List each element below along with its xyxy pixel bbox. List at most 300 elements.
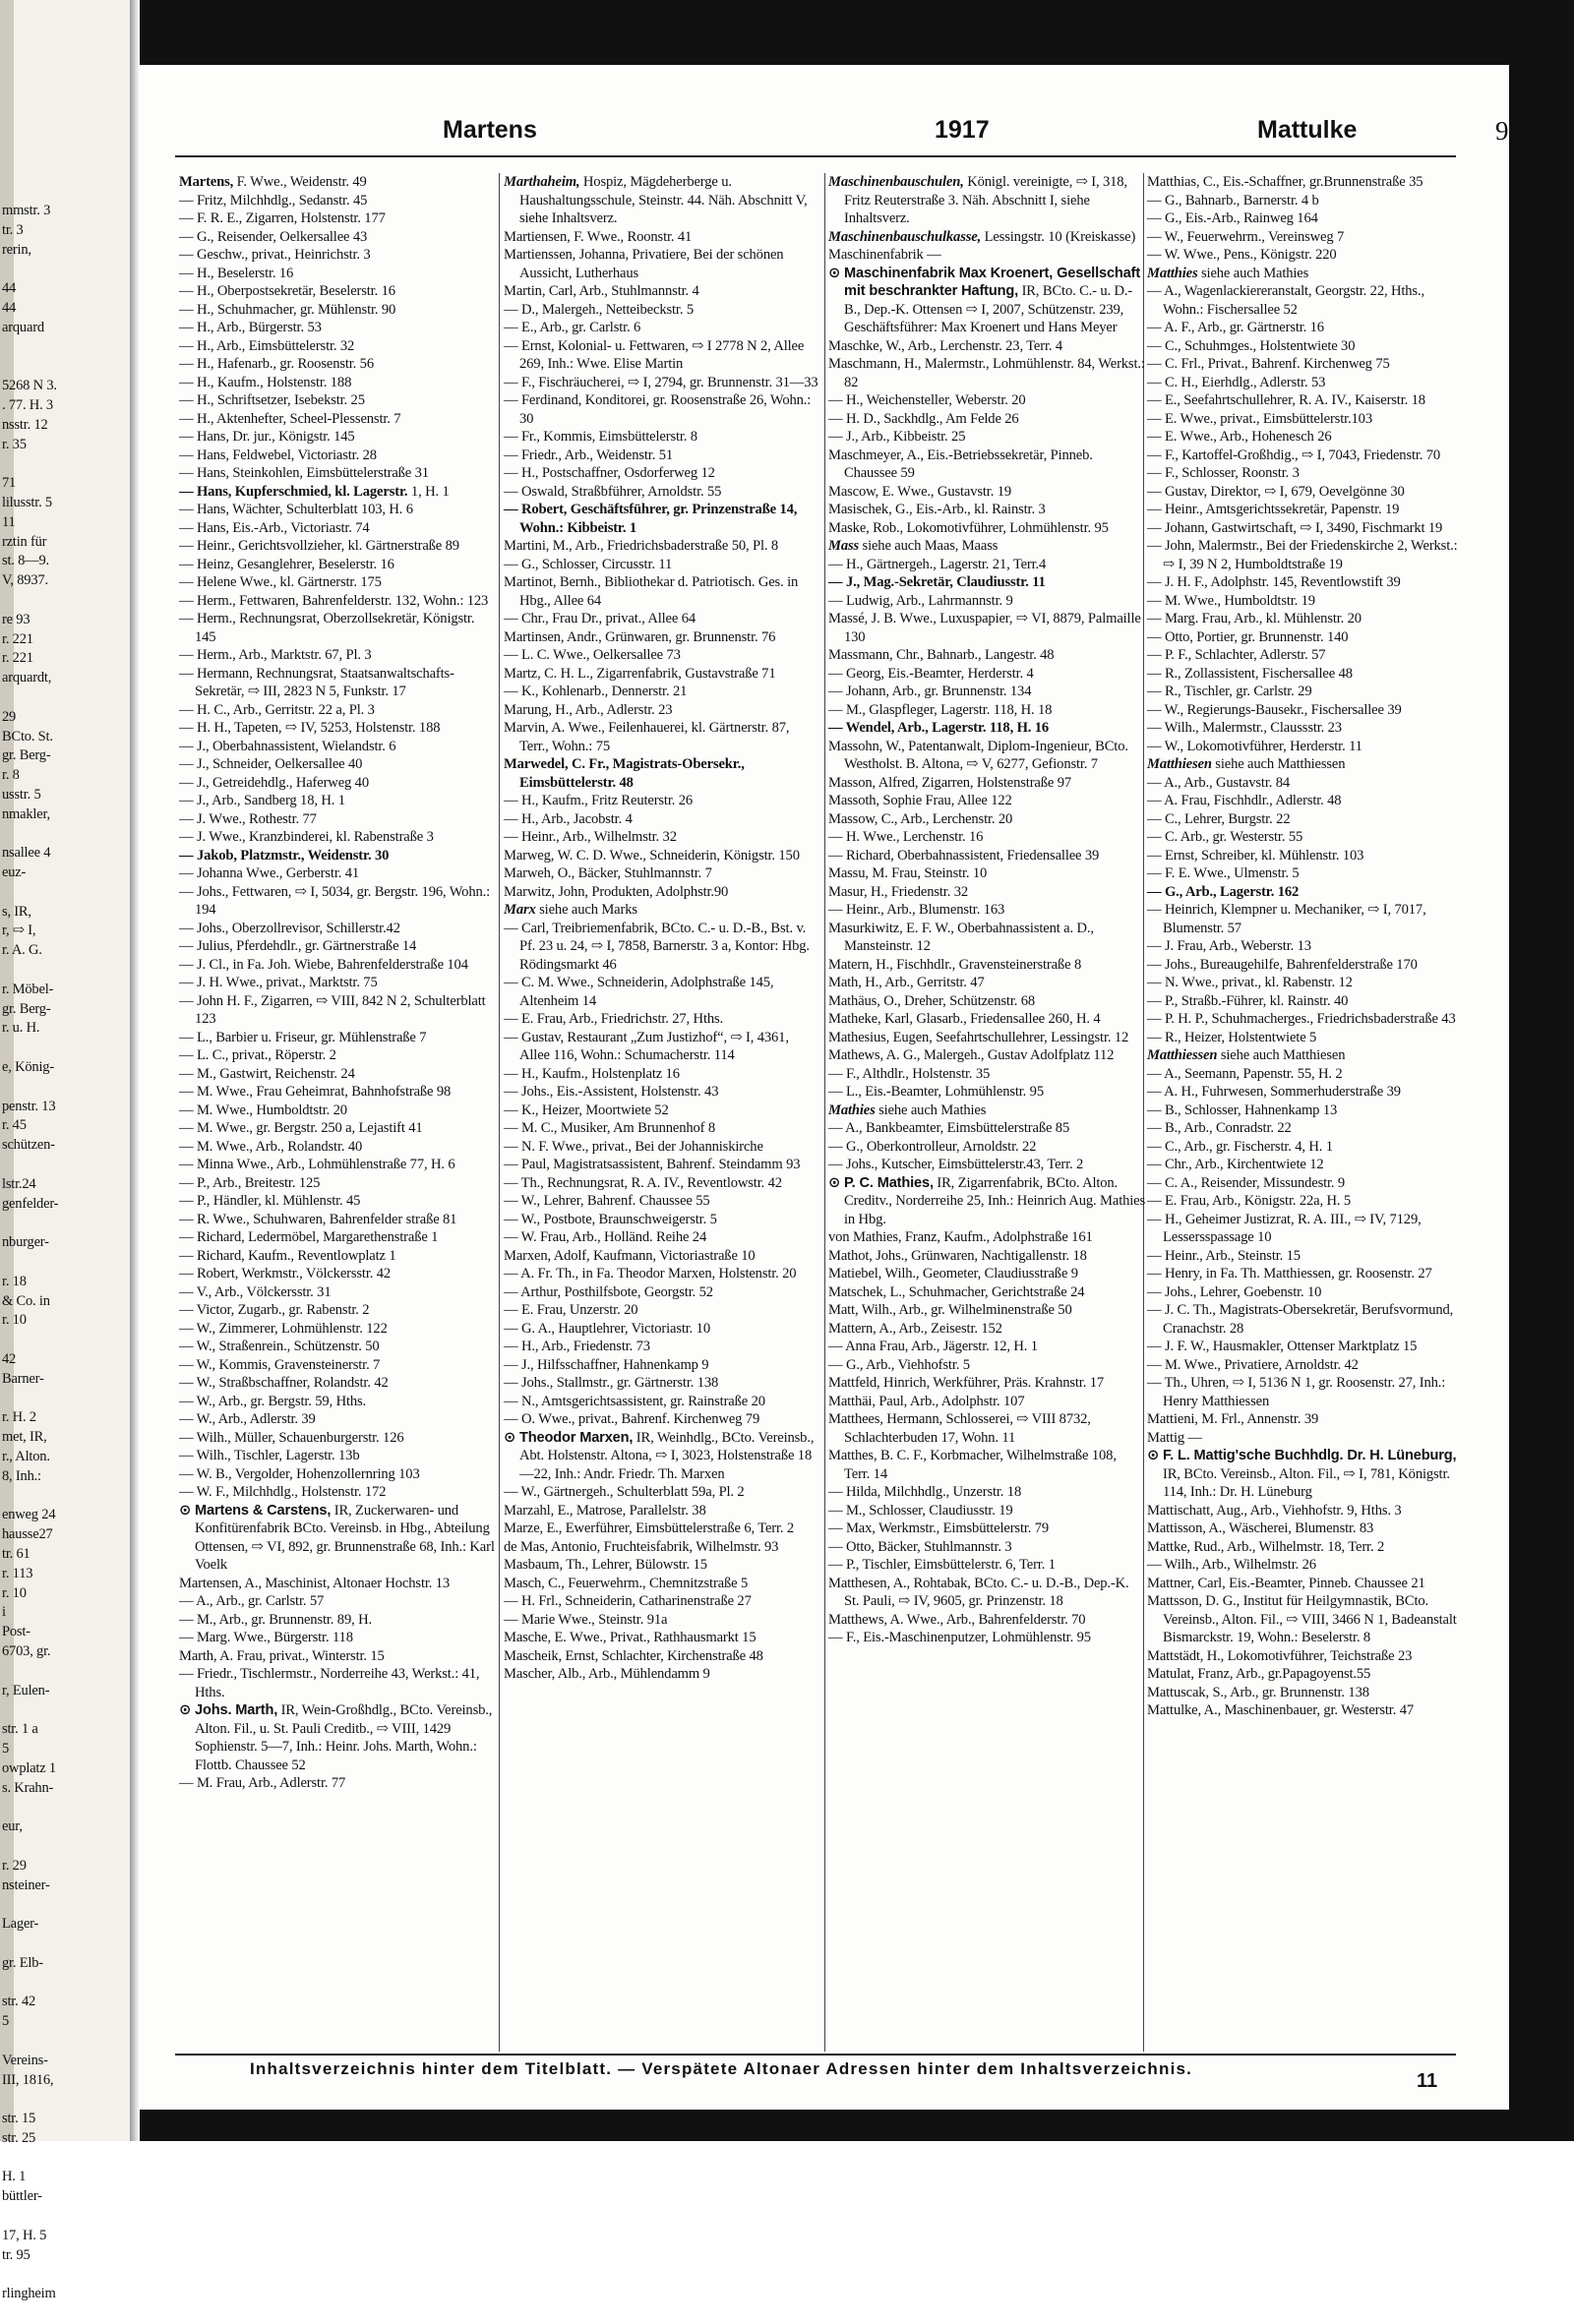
directory-entry: — C. Frl., Privat., Bahrenf. Kirchenweg 75	[1147, 356, 1390, 372]
directory-entry: — M., Schlosser, Claudiusstr. 19	[828, 1502, 1013, 1519]
directory-entry: — J. H. Wwe., privat., Marktstr. 75	[179, 975, 378, 990]
directory-entry: Masche, E. Wwe., Privat., Rathhausmarkt 15	[504, 1630, 757, 1645]
directory-entry: Masbaum, Th., Lehrer, Bülowstr. 15	[504, 1557, 707, 1573]
directory-entry: Massoth, Sophie Frau, Allee 122	[828, 793, 1012, 808]
directory-entry: Massu, M. Frau, Steinstr. 10	[828, 865, 988, 881]
directory-entry: — C. A., Reisender, Missundestr. 9	[1147, 1174, 1346, 1191]
left-fragment-line: H. 1	[2, 2169, 27, 2185]
left-fragment-line: owplatz 1	[2, 1759, 56, 1776]
directory-entry: — H., Oberpostsekretär, Beselerstr. 16	[179, 283, 395, 299]
left-fragment-line: r. 10	[2, 1584, 27, 1601]
header-last-entry: Mattulke	[1257, 116, 1358, 144]
directory-entry: Mathies siehe auch Mathies	[828, 1102, 987, 1118]
directory-entry: — J. Cl., in Fa. Joh. Wiebe, Bahrenfelderstraße 104	[179, 956, 468, 973]
directory-entry: — P. F., Schlachter, Adlerstr. 57	[1147, 647, 1326, 663]
directory-entry: — F. R. E., Zigarren, Holstenstr. 177	[179, 210, 386, 226]
left-fragment-line	[2, 1798, 128, 1817]
left-fragment-line: r. A. G.	[2, 942, 42, 959]
directory-entry: — E., Seefahrtschullehrer, R. A. IV., Kaiserstr. 18	[1147, 392, 1425, 408]
directory-entry: — W. B., Vergolder, Hohenzollernring 103	[179, 1465, 420, 1482]
directory-entry: Matulat, Franz, Arb., gr.Papagoyenst.55	[1147, 1666, 1371, 1682]
directory-entry: — Marg. Frau, Arb., kl. Mühlenstr. 20	[1147, 611, 1362, 626]
left-fragment-line: rerin,	[2, 241, 31, 258]
entry-heading: ⊙ Theodor Marxen,	[504, 1429, 634, 1446]
left-fragment-line	[2, 2149, 128, 2169]
directory-entry: — Johs., Eis.-Assistent, Holstenstr. 43	[504, 1084, 719, 1100]
directory-entry: — H., Arb., Eimsbüttelerstr. 32	[179, 337, 355, 354]
directory-entry: — Richard, Ledermöbel, Margarethenstraße 1	[179, 1229, 439, 1245]
directory-entry: Mattulke, A., Maschinenbauer, gr. Westerstr. 47	[1147, 1702, 1414, 1718]
scan-frame-top	[140, 0, 1574, 65]
directory-entry: Masur, H., Friedenstr. 32	[828, 883, 968, 900]
left-fragment-line: r. 45	[2, 1117, 27, 1134]
left-fragment-line: 5268 N 3.	[2, 378, 57, 394]
directory-entry: — J., Hilfsschaffner, Hahnenkamp 9	[504, 1356, 709, 1373]
left-fragment-line: 42	[2, 1351, 17, 1368]
left-fragment-line: 44	[2, 280, 17, 297]
left-fragment-line: str. 1 a	[2, 1721, 38, 1738]
directory-entry: — Friedr., Arb., Weidenstr. 51	[504, 447, 674, 463]
left-fragment-line: Barner-	[2, 1370, 44, 1387]
left-fragment-line	[2, 2090, 128, 2110]
directory-entry: — P., Tischler, Eimsbüttelerstr. 6, Terr. 1	[828, 1557, 1056, 1573]
left-fragment-line: str. 15	[2, 2111, 36, 2127]
directory-entry: — G., Bahnarb., Barnerstr. 4 b	[1147, 192, 1319, 209]
left-fragment-line: 11	[2, 513, 16, 530]
directory-entry: — Herm., Rechnungsrat, Oberzollsekretär, Königstr. 145	[179, 611, 475, 645]
directory-entry: Matschek, L., Schuhmacher, Gerichtstraße 24	[828, 1283, 1085, 1300]
directory-entry: — L., Eis.-Beamter, Lohmühlenstr. 95	[828, 1084, 1044, 1100]
directory-entry: — R., Heizer, Holstentwiete 5	[1147, 1029, 1317, 1045]
entry-heading: — Jakob, Platzmstr., Weidenstr. 30	[179, 847, 390, 864]
directory-entry: — Herm., Arb., Marktstr. 67, Pl. 3	[179, 647, 372, 663]
directory-entry: Mattischatt, Aug., Arb., Viehhofstr. 9, Hths. 3	[1147, 1502, 1402, 1519]
directory-entry: — Heinr., Gerichtsvollzieher, kl. Gärtnerstraße 89	[179, 538, 459, 554]
directory-entry: — G., Eis.-Arb., Rainweg 164	[1147, 210, 1318, 226]
header-rule	[175, 155, 1456, 157]
directory-entry: — H., Aktenhefter, Scheel-Plessenstr. 7	[179, 410, 401, 427]
directory-entry: — J. H. F., Adolphstr. 145, Reventlowstift 39	[1147, 574, 1401, 590]
directory-entry: — Otto, Portier, gr. Brunnenstr. 140	[1147, 628, 1349, 645]
directory-entry: — G., Reisender, Oelkersallee 43	[179, 228, 368, 245]
directory-entry: Matthes, B. C. F., Korbmacher, Wilhelmstraße 108, Terr. 14	[828, 1448, 1117, 1482]
left-fragment-line: s. Krahn-	[2, 1779, 54, 1796]
directory-entry: — Ludwig, Arb., Lahrmannstr. 9	[828, 592, 1013, 609]
directory-entry: — Heinr., Arb., Steinstr. 15	[1147, 1247, 1301, 1264]
directory-entry: Martienssen, Johanna, Privatiere, Bei der schönen Aussicht, Lutherhaus	[504, 247, 784, 281]
directory-entry: Mathäus, O., Dreher, Schützenstr. 68	[828, 992, 1036, 1009]
directory-entry: Marx siehe auch Marks	[504, 902, 637, 918]
left-fragment-line: r., Alton.	[2, 1449, 50, 1464]
entry-heading: Mass	[828, 538, 860, 554]
directory-entry: — K., Heizer, Moortwiete 52	[504, 1102, 669, 1118]
directory-entry: Martiensen, F. Wwe., Roonstr. 41	[504, 228, 693, 245]
left-fragment-line	[2, 1700, 128, 1720]
directory-entry: — H., Gärtnergeh., Lagerstr. 21, Terr.4	[828, 556, 1047, 572]
left-fragment-line: 5	[2, 2013, 10, 2030]
directory-entry: — Johs., Oberzollrevisor, Schillerstr.42	[179, 920, 400, 936]
directory-entry: ⊙ F. L. Mattig'sche Buchhdlg. Dr. H. Lüneburg, IR, BCto. Vereinsb., Alton. Fil., ⇨ I, 781, Königstr. 114, Inh.: Dr. H. Lüneburg	[1147, 1448, 1457, 1500]
directory-entry: — J., Arb., Sandberg 18, H. 1	[179, 793, 345, 808]
directory-entry: — W., Kommis, Gravensteinerstr. 7	[179, 1356, 381, 1373]
left-fragment-line: r. 8	[2, 767, 20, 784]
directory-entry: — Hans, Wächter, Schulterblatt 103, H. 6	[179, 502, 413, 517]
directory-entry: Mascheik, Ernst, Schlachter, Kirchenstraße 48	[504, 1647, 763, 1664]
left-fragment-line: nmakler,	[2, 805, 50, 822]
left-fragment-line: V, 8937.	[2, 572, 48, 589]
left-fragment-line: rztin für	[2, 533, 47, 550]
directory-entry: — Ferdinand, Konditorei, gr. Roosenstraße 26, Wohn.: 30	[504, 392, 812, 427]
left-fragment-line: 71	[2, 475, 17, 492]
directory-entry: — M. Wwe., gr. Bergstr. 250 a, Lejastift 41	[179, 1120, 423, 1136]
directory-entry: — C. Arb., gr. Westerstr. 55	[1147, 829, 1303, 845]
directory-entry: — Wilh., Arb., Wilhelmstr. 26	[1147, 1557, 1316, 1573]
page-header	[148, 116, 1574, 155]
left-fragment-line: BCto. St.	[2, 728, 53, 745]
directory-entry: — Chr., Frau Dr., privat., Allee 64	[504, 611, 696, 626]
directory-entry: — W., Arb., gr. Bergstr. 59, Hths.	[179, 1393, 367, 1409]
header-page-number: 97—II	[1495, 116, 1566, 146]
left-fragment-line	[2, 1156, 128, 1175]
directory-entry: de Mas, Antonio, Fruchteisfabrik, Wilhelmstr. 93	[504, 1538, 779, 1555]
directory-entry: — E. Wwe., privat., Eimsbüttelerstr.103	[1147, 410, 1372, 427]
entry-heading: — J., Mag.-Sekretär, Claudiusstr. 11	[828, 574, 1046, 590]
directory-entry: — M. Wwe., Humboldtstr. 19	[1147, 592, 1315, 609]
directory-entry: — M. C., Musiker, Am Brunnenhof 8	[504, 1120, 715, 1136]
directory-entry: — W. Wwe., Pens., Königstr. 220	[1147, 247, 1337, 263]
directory-entry: — Anna Frau, Arb., Jägerstr. 12, H. 1	[828, 1339, 1038, 1354]
directory-entry: Mattieni, M. Frl., Annenstr. 39	[1147, 1411, 1319, 1427]
directory-entry: — Helene Wwe., kl. Gärtnerstr. 175	[179, 574, 382, 590]
left-fragment-line: 6703, gr.	[2, 1642, 51, 1659]
directory-entry: — W., Regierungs-Bausekr., Fischersallee 39	[1147, 701, 1402, 718]
directory-entry: Matthäi, Paul, Arb., Adolphstr. 107	[828, 1393, 1025, 1409]
left-fragment-line: nburger-	[2, 1234, 49, 1251]
left-fragment-line	[2, 1331, 128, 1350]
left-fragment-lines	[2, 202, 128, 2324]
left-fragment-line: 44	[2, 299, 17, 316]
left-fragment-line: III, 1816,	[2, 2071, 54, 2088]
directory-entry: Matthesen, A., Rohtabak, BCto. C.- u. D.-B., Dep.-K. St. Pauli, ⇨ IV, 9605, gr. Prinzenstr. 18	[828, 1575, 1129, 1609]
entry-heading: Matthies	[1147, 265, 1198, 281]
directory-entry	[828, 719, 1145, 738]
footer-note: Inhaltsverzeichnis hinter dem Titelblatt. — Verspätete Altonaer Adressen hinter dem Inhaltsverzeichnis.	[250, 2059, 1193, 2078]
directory-entry: — H., Weichensteller, Weberstr. 20	[828, 392, 1026, 408]
left-fragment-line: nsteiner-	[2, 1877, 50, 1893]
left-fragment-line: s, IR,	[2, 903, 31, 920]
directory-entry: Maschinenbauschulkasse, Lessingstr. 10 (Kreiskasse)	[828, 228, 1136, 245]
left-fragment-line: r. u. H.	[2, 1020, 40, 1037]
directory-entry: — G. A., Hauptlehrer, Victoriastr. 10	[504, 1320, 710, 1337]
directory-entry: Matthees, Hermann, Schlosserei, ⇨ VIII 8732, Schlachterbuden 17, Wohn. 11	[828, 1411, 1091, 1446]
entry-heading: ⊙ Maschinenfabrik Max Kroenert, Gesellschaft mit beschrankter Haftung,	[828, 265, 1141, 299]
directory-entry: — W., Lokomotivführer, Herderstr. 11	[1147, 738, 1362, 754]
directory-entry: Massow, C., Arb., Lerchenstr. 20	[828, 810, 1013, 827]
directory-entry: — M. Wwe., Frau Geheimrat, Bahnhofstraße 98	[179, 1084, 452, 1100]
directory-entry: Mass siehe auch Maas, Maass	[828, 538, 999, 554]
left-fragment-line	[2, 260, 128, 279]
directory-entry: — H. Wwe., Lerchenstr. 16	[828, 829, 984, 845]
directory-entry: — W. F., Milchhdlg., Holstenstr. 172	[179, 1484, 387, 1500]
directory-entry: — J. Frau, Arb., Weberstr. 13	[1147, 938, 1311, 954]
directory-entry: — F., Kartoffel-Großhdig., ⇨ I, 7043, Friedenstr. 70	[1147, 447, 1441, 463]
directory-entry: — Minna Wwe., Arb., Lohmühlenstraße 77, H. 6	[179, 1157, 455, 1172]
directory-entry: — G., Arb., Viehhofstr. 5	[828, 1356, 970, 1373]
entry-heading: ⊙ P. C. Mathies,	[828, 1174, 934, 1191]
left-fragment-line	[2, 357, 128, 377]
directory-entry: — Johs., Fettwaren, ⇨ I, 5034, gr. Bergstr. 196, Wohn.: 194	[179, 883, 491, 918]
left-fragment-line: mmstr. 3	[2, 203, 51, 218]
left-fragment-line: nsallee 4	[2, 845, 51, 862]
directory-entry: — H., Arb., Jacobstr. 4	[504, 810, 633, 827]
directory-entry: — Julius, Pferdehdlr., gr. Gärtnerstraße 14	[179, 938, 417, 954]
directory-entry: Mattner, Carl, Eis.-Beamter, Pinneb. Chaussee 21	[1147, 1575, 1425, 1591]
directory-entry: — Chr., Arb., Kirchentwiete 12	[1147, 1157, 1324, 1172]
directory-entry: — J. Wwe., Kranzbinderei, kl. Rabenstraße 3	[179, 829, 434, 845]
directory-entry: — M. Frau, Arb., Adlerstr. 77	[179, 1775, 346, 1791]
directory-entry: — G., Schlosser, Circusstr. 11	[504, 556, 673, 572]
directory-entry: — Heinr., Amtsgerichtssekretär, Papenstr. 19	[1147, 502, 1400, 517]
directory-column-4	[1147, 173, 1460, 1720]
directory-entry: — A., Arb., gr. Carlstr. 57	[179, 1593, 325, 1609]
directory-entry: Martini, M., Arb., Friedrichsbaderstraße 50, Pl. 8	[504, 538, 779, 554]
left-fragment-line: gr. Berg-	[2, 747, 51, 764]
directory-entry: — Hans, Kupferschmied, kl. Lagerstr. 1, H. 1	[179, 483, 450, 500]
left-fragment-line	[2, 1487, 128, 1507]
directory-entry: — A. Frau, Fischhdlr., Adlerstr. 48	[1147, 793, 1342, 808]
directory-entry: — H., Geheimer Justizrat, R. A. III., ⇨ IV, 7129, Lessersspassage 10	[1147, 1211, 1422, 1245]
directory-entry: — J. Wwe., Rothestr. 77	[179, 810, 317, 827]
directory-entry: — D., Malergeh., Netteibeckstr. 5	[504, 301, 694, 318]
directory-entry: Marze, E., Ewerführer, Eimsbüttelerstraße 6, Terr. 2	[504, 1520, 795, 1536]
header-year: 1917	[935, 116, 990, 144]
directory-entry: Marxen, Adolf, Kaufmann, Victoriastraße 10	[504, 1247, 756, 1264]
directory-column-3	[828, 173, 1145, 1647]
left-fragment-line: r. 10	[2, 1312, 27, 1329]
entry-heading: Matthiesen	[1147, 756, 1212, 772]
left-fragment-line	[2, 883, 128, 903]
directory-entry: — L. C. Wwe., Oelkersallee 73	[504, 647, 681, 663]
directory-entry: — Herm., Fettwaren, Bahrenfelderstr. 132, Wohn.: 123	[179, 592, 489, 609]
directory-entry: — Hilda, Milchhdlg., Unzerstr. 18	[828, 1484, 1022, 1500]
directory-entry: — A., Seemann, Papenstr. 55, H. 2	[1147, 1065, 1343, 1082]
directory-entry: — Georg, Eis.-Beamter, Herderstr. 4	[828, 665, 1034, 682]
directory-entry: Mascher, Alb., Arb., Mühlendamm 9	[504, 1666, 710, 1682]
directory-entry: Marth, A. Frau, privat., Winterstr. 15	[179, 1647, 385, 1664]
directory-entry: Maske, Rob., Lokomotivführer, Lohmühlenstr. 95	[828, 519, 1109, 536]
directory-entry: — F., Eis.-Maschinenputzer, Lohmühlenstr. 95	[828, 1630, 1091, 1645]
left-fragment-line	[2, 2304, 128, 2324]
directory-entry: Mattig —	[1147, 1429, 1202, 1446]
directory-entry: Masson, Alfred, Zigarren, Holstenstraße 97	[828, 774, 1072, 791]
directory-entry: — F., Althdlr., Holstenstr. 35	[828, 1065, 991, 1082]
directory-entry: — Richard, Kaufm., Reventlowplatz 1	[179, 1247, 396, 1264]
directory-entry: — C., Arb., gr. Fischerstr. 4, H. 1	[1147, 1138, 1333, 1155]
left-fragment-line	[2, 1253, 128, 1273]
scan-frame-right	[1509, 0, 1574, 2141]
directory-entry: Mattsson, D. G., Institut für Heilgymnastik, BCto. Vereinsb., Alton. Fil., ⇨ VIII, 3466 N 1, Badeanstalt Bismarckstr. 19, Wohn.: Beselerstr. 8	[1147, 1593, 1457, 1645]
directory-entry: Maschke, W., Arb., Lerchenstr. 23, Terr. 4	[828, 337, 1063, 354]
directory-entry: — P., Arb., Breitestr. 125	[179, 1174, 321, 1191]
left-fragment-line: genfelder-	[2, 1195, 59, 1212]
directory-entry: Matthies siehe auch Mathies	[1147, 265, 1309, 281]
directory-entry: Math, H., Arb., Gerritstr. 47	[828, 975, 985, 990]
directory-entry: — J. C. Th., Magistrats-Obersekretär, Berufsvormund, Cranachstr. 28	[1147, 1302, 1454, 1337]
directory-entry	[504, 501, 820, 537]
directory-entry: Matt, Wilh., Arb., gr. Wilhelminenstraße 50	[828, 1302, 1072, 1318]
left-fragment-line: arquardt,	[2, 670, 52, 686]
entry-heading: ⊙ Johs. Marth,	[179, 1702, 278, 1718]
directory-entry: — A. H., Fuhrwesen, Sommerhuderstraße 39	[1147, 1084, 1401, 1100]
directory-entry: Massmann, Chr., Bahnarb., Langestr. 48	[828, 647, 1055, 663]
directory-entry	[828, 573, 1145, 592]
directory-entry: — John, Malermstr., Bei der Friedenskirche 2, Werkst.: ⇨ I, 39 N 2, Humboldtstraße 19	[1147, 538, 1458, 572]
directory-entry: Maschinenfabrik —	[828, 247, 941, 263]
directory-entry: — N. F. Wwe., privat., Bei der Johanniskirche	[504, 1138, 763, 1155]
left-fragment-line	[2, 688, 128, 708]
footer-rule	[175, 2054, 1456, 2056]
left-fragment-line	[2, 2207, 128, 2227]
directory-entry: — Ernst, Kolonial- u. Fettwaren, ⇨ I 2778 N 2, Allee 269, Inh.: Wwe. Elise Martin	[504, 337, 805, 372]
footer-page-number: 11	[1417, 2070, 1438, 2092]
left-fragment-line: 29	[2, 708, 17, 725]
directory-entry: Mattstädt, H., Lokomotivführer, Teichstraße 23	[1147, 1647, 1413, 1664]
directory-entry: Matthias, C., Eis.-Schaffner, gr.Brunnenstraße 35	[1147, 174, 1423, 190]
directory-entry: von Mathies, Franz, Kaufm., Adolphstraße 161	[828, 1229, 1093, 1245]
left-fragment-line: r. Möbel-	[2, 981, 54, 997]
directory-entry: — Heinr., Arb., Wilhelmstr. 32	[504, 829, 677, 845]
directory-entry: Matthews, A. Wwe., Arb., Bahrenfelderstr. 70	[828, 1611, 1086, 1628]
left-fragment-line: 5	[2, 1740, 10, 1757]
directory-entry: — H., Arb., Bürgerstr. 53	[179, 320, 322, 335]
directory-entry: — A., Wagenlackiereranstalt, Georgstr. 22, Hths., Wohn.: Fischersallee 52	[1147, 283, 1424, 318]
left-fragment-line	[2, 2265, 128, 2285]
directory-entry: — H., Beselerstr. 16	[179, 265, 294, 281]
left-fragment-line: euz-	[2, 864, 27, 881]
directory-entry: — Fritz, Milchhdlg., Sedanstr. 45	[179, 192, 368, 209]
left-fragment-line	[2, 1214, 128, 1233]
left-fragment-line: Vereins-	[2, 2052, 48, 2068]
left-fragment-line: st. 8—9.	[2, 553, 49, 569]
directory-entry: Martinsen, Andr., Grünwaren, gr. Brunnenstr. 76	[504, 628, 776, 645]
directory-entry: Mathesius, Eugen, Seefahrtschullehrer, Lessingstr. 12	[828, 1029, 1129, 1045]
directory-entry: — K., Kohlenarb., Dennerstr. 21	[504, 684, 688, 699]
directory-entry: Martz, C. H. L., Zigarrenfabrik, Gustavstraße 71	[504, 665, 776, 682]
left-fragment-line: met, IR,	[2, 1429, 47, 1446]
left-fragment-line: r. H. 2	[2, 1409, 36, 1426]
directory-entry: — P. H. P., Schuhmacherges., Friedrichsbaderstraße 43	[1147, 1011, 1456, 1027]
directory-entry: — Marg. Wwe., Bürgerstr. 118	[179, 1630, 353, 1645]
left-fragment-line: 17, H. 5	[2, 2227, 47, 2243]
entry-heading: Maschinenbauschulen,	[828, 174, 964, 190]
left-fragment-line	[2, 1662, 128, 1682]
column-divider	[824, 173, 825, 2052]
left-fragment-line	[2, 1837, 128, 1857]
header-first-entry: Martens	[443, 116, 537, 144]
directory-entry: — C. M. Wwe., Schneiderin, Adolphstraße 145, Altenheim 14	[504, 975, 774, 1009]
column-divider	[499, 173, 500, 2052]
directory-entry: — W., Arb., Adlerstr. 39	[179, 1411, 316, 1427]
left-fragment-line	[2, 1078, 128, 1098]
left-fragment-line: 8, Inh.:	[2, 1467, 41, 1484]
directory-entry: — M. Wwe., Privatiere, Arnoldstr. 42	[1147, 1356, 1359, 1373]
directory-entry: — Geschw., privat., Heinrichstr. 3	[179, 247, 371, 263]
left-fragment-line: r. 35	[2, 436, 27, 452]
directory-entry: — N., Amtsgerichtsassistent, gr. Rainstraße 20	[504, 1393, 765, 1409]
directory-entry: — H., Postschaffner, Osdorferweg 12	[504, 465, 715, 481]
left-fragment-line	[2, 961, 128, 981]
directory-entry: Matiebel, Wilh., Geometer, Claudiusstraße 9	[828, 1266, 1078, 1281]
left-fragment-line	[2, 1390, 128, 1409]
directory-entry: — Paul, Magistratsassistent, Bahrenf. Steindamm 93	[504, 1157, 801, 1172]
directory-entry: Marweg, W. C. D. Wwe., Schneiderin, Königstr. 150	[504, 847, 800, 864]
directory-entry: — H., Hafenarb., gr. Roosenstr. 56	[179, 356, 374, 372]
directory-entry: Masischek, G., Eis.-Arb., kl. Rainstr. 3	[828, 502, 1046, 517]
directory-entry: — Hans, Eis.-Arb., Victoriastr. 74	[179, 519, 370, 536]
left-fragment-line: i	[2, 1604, 6, 1621]
directory-entry: — Johanna Wwe., Gerberstr. 41	[179, 865, 360, 881]
left-fragment-line	[2, 825, 128, 845]
left-fragment-line	[2, 1895, 128, 1915]
directory-entry: — L. C., privat., Röperstr. 2	[179, 1047, 336, 1063]
directory-entry: Mattfeld, Hinrich, Werkführer, Präs. Krahnstr. 17	[828, 1375, 1104, 1391]
entry-heading: — Robert, Geschäftsführer, gr. Prinzenstraße 14, Wohn.: Kibbeistr. 1	[504, 502, 798, 536]
directory-entry: — Robert, Werkmstr., Völckersstr. 42	[179, 1266, 392, 1281]
directory-entry: — Arthur, Posthilfsbote, Georgstr. 52	[504, 1283, 713, 1300]
directory-entry: ⊙ Johs. Marth, IR, Wein-Großhdlg., BCto. Vereinsb., Alton. Fil., u. St. Pauli Creditb., ⇨ VIII, 1429 Sophienstr. 5—7, Inh.: Heinr. Johs. Marth, Wohn.: Flottb. Chaussee 52	[179, 1702, 493, 1773]
directory-entry: — C. H., Eierhdlg., Adlerstr. 53	[1147, 374, 1326, 390]
left-fragment-line: r. 29	[2, 1857, 27, 1874]
directory-entry: — A., Arb., Gustavstr. 84	[1147, 774, 1291, 791]
left-fragment-line: gr. Elb-	[2, 1954, 43, 1971]
directory-entry: — Hans, Dr. jur., Königstr. 145	[179, 429, 355, 445]
left-fragment-line	[2, 1974, 128, 1994]
directory-entry: Mattisson, A., Wäscherei, Blumenstr. 83	[1147, 1520, 1374, 1536]
entry-heading: Marwedel, C. Fr., Magistrats-Obersekr., Eimsbüttelerstr. 48	[504, 756, 745, 791]
book-gutter	[130, 0, 140, 2141]
directory-entry	[504, 755, 820, 792]
directory-entry: — W., Postbote, Braunschweigerstr. 5	[504, 1211, 717, 1227]
directory-entry: — R., Zollassistent, Fischersallee 48	[1147, 665, 1353, 682]
directory-entry: — C., Lehrer, Burgstr. 22	[1147, 810, 1291, 827]
directory-entry: — M. Wwe., Arb., Rolandstr. 40	[179, 1138, 363, 1155]
directory-entry: — F., Fischräucherei, ⇨ I, 2794, gr. Brunnenstr. 31—33	[504, 374, 818, 390]
left-fragment-line: schützen-	[2, 1137, 55, 1154]
directory-entry: — Johann, Gastwirtschaft, ⇨ I, 3490, Fischmarkt 19	[1147, 519, 1443, 536]
left-fragment-line: gr. Berg-	[2, 1000, 51, 1017]
directory-entry: — Marie Wwe., Steinstr. 91a	[504, 1611, 668, 1628]
directory-entry: — W., Gärtnergeh., Schulterblatt 59a, Pl. 2	[504, 1484, 745, 1500]
directory-entry: Marzahl, E., Matrose, Parallelstr. 38	[504, 1502, 706, 1519]
directory-entry: Matthiesen siehe auch Matthiessen	[1147, 756, 1346, 772]
directory-entry: — M. Wwe., Humboldtstr. 20	[179, 1102, 347, 1118]
left-fragment-line: usstr. 5	[2, 786, 41, 803]
entry-heading: — Wendel, Arb., Lagerstr. 118, H. 16	[828, 720, 1050, 736]
directory-entry: — Friedr., Tischlermstr., Norderreihe 43, Werkst.: 41, Hths.	[179, 1666, 480, 1700]
directory-column-2	[504, 173, 820, 1684]
directory-entry: — Johs., Stallmstr., gr. Gärtnerstr. 138	[504, 1375, 719, 1391]
directory-entry	[179, 847, 496, 865]
directory-entry: — Richard, Oberbahnassistent, Friedensallee 39	[828, 847, 1100, 864]
entry-heading: Marx	[504, 902, 536, 918]
directory-entry: — Gustav, Restaurant „Zum Justizhof“, ⇨ I, 4361, Allee 116, Wohn.: Schumacherstr. 114	[504, 1029, 789, 1063]
left-fragment-line: re 93	[2, 611, 30, 627]
entry-heading: Martens,	[179, 174, 234, 190]
directory-entry: — Johs., Bureaugehilfe, Bahrenfelderstraße 170	[1147, 956, 1418, 973]
directory-entry: Mattuscak, S., Arb., gr. Brunnenstr. 138	[1147, 1684, 1369, 1700]
directory-entry: — F. E. Wwe., Ulmenstr. 5	[1147, 865, 1300, 881]
directory-entry: — Carl, Treibriemenfabrik, BCto. C.- u. D.-B., Bst. v. Pf. 23 u. 24, ⇨ I, 7858, Barnerstr. 3 a, Kontor: Hbg. Rödingsmarkt 46	[504, 920, 810, 973]
